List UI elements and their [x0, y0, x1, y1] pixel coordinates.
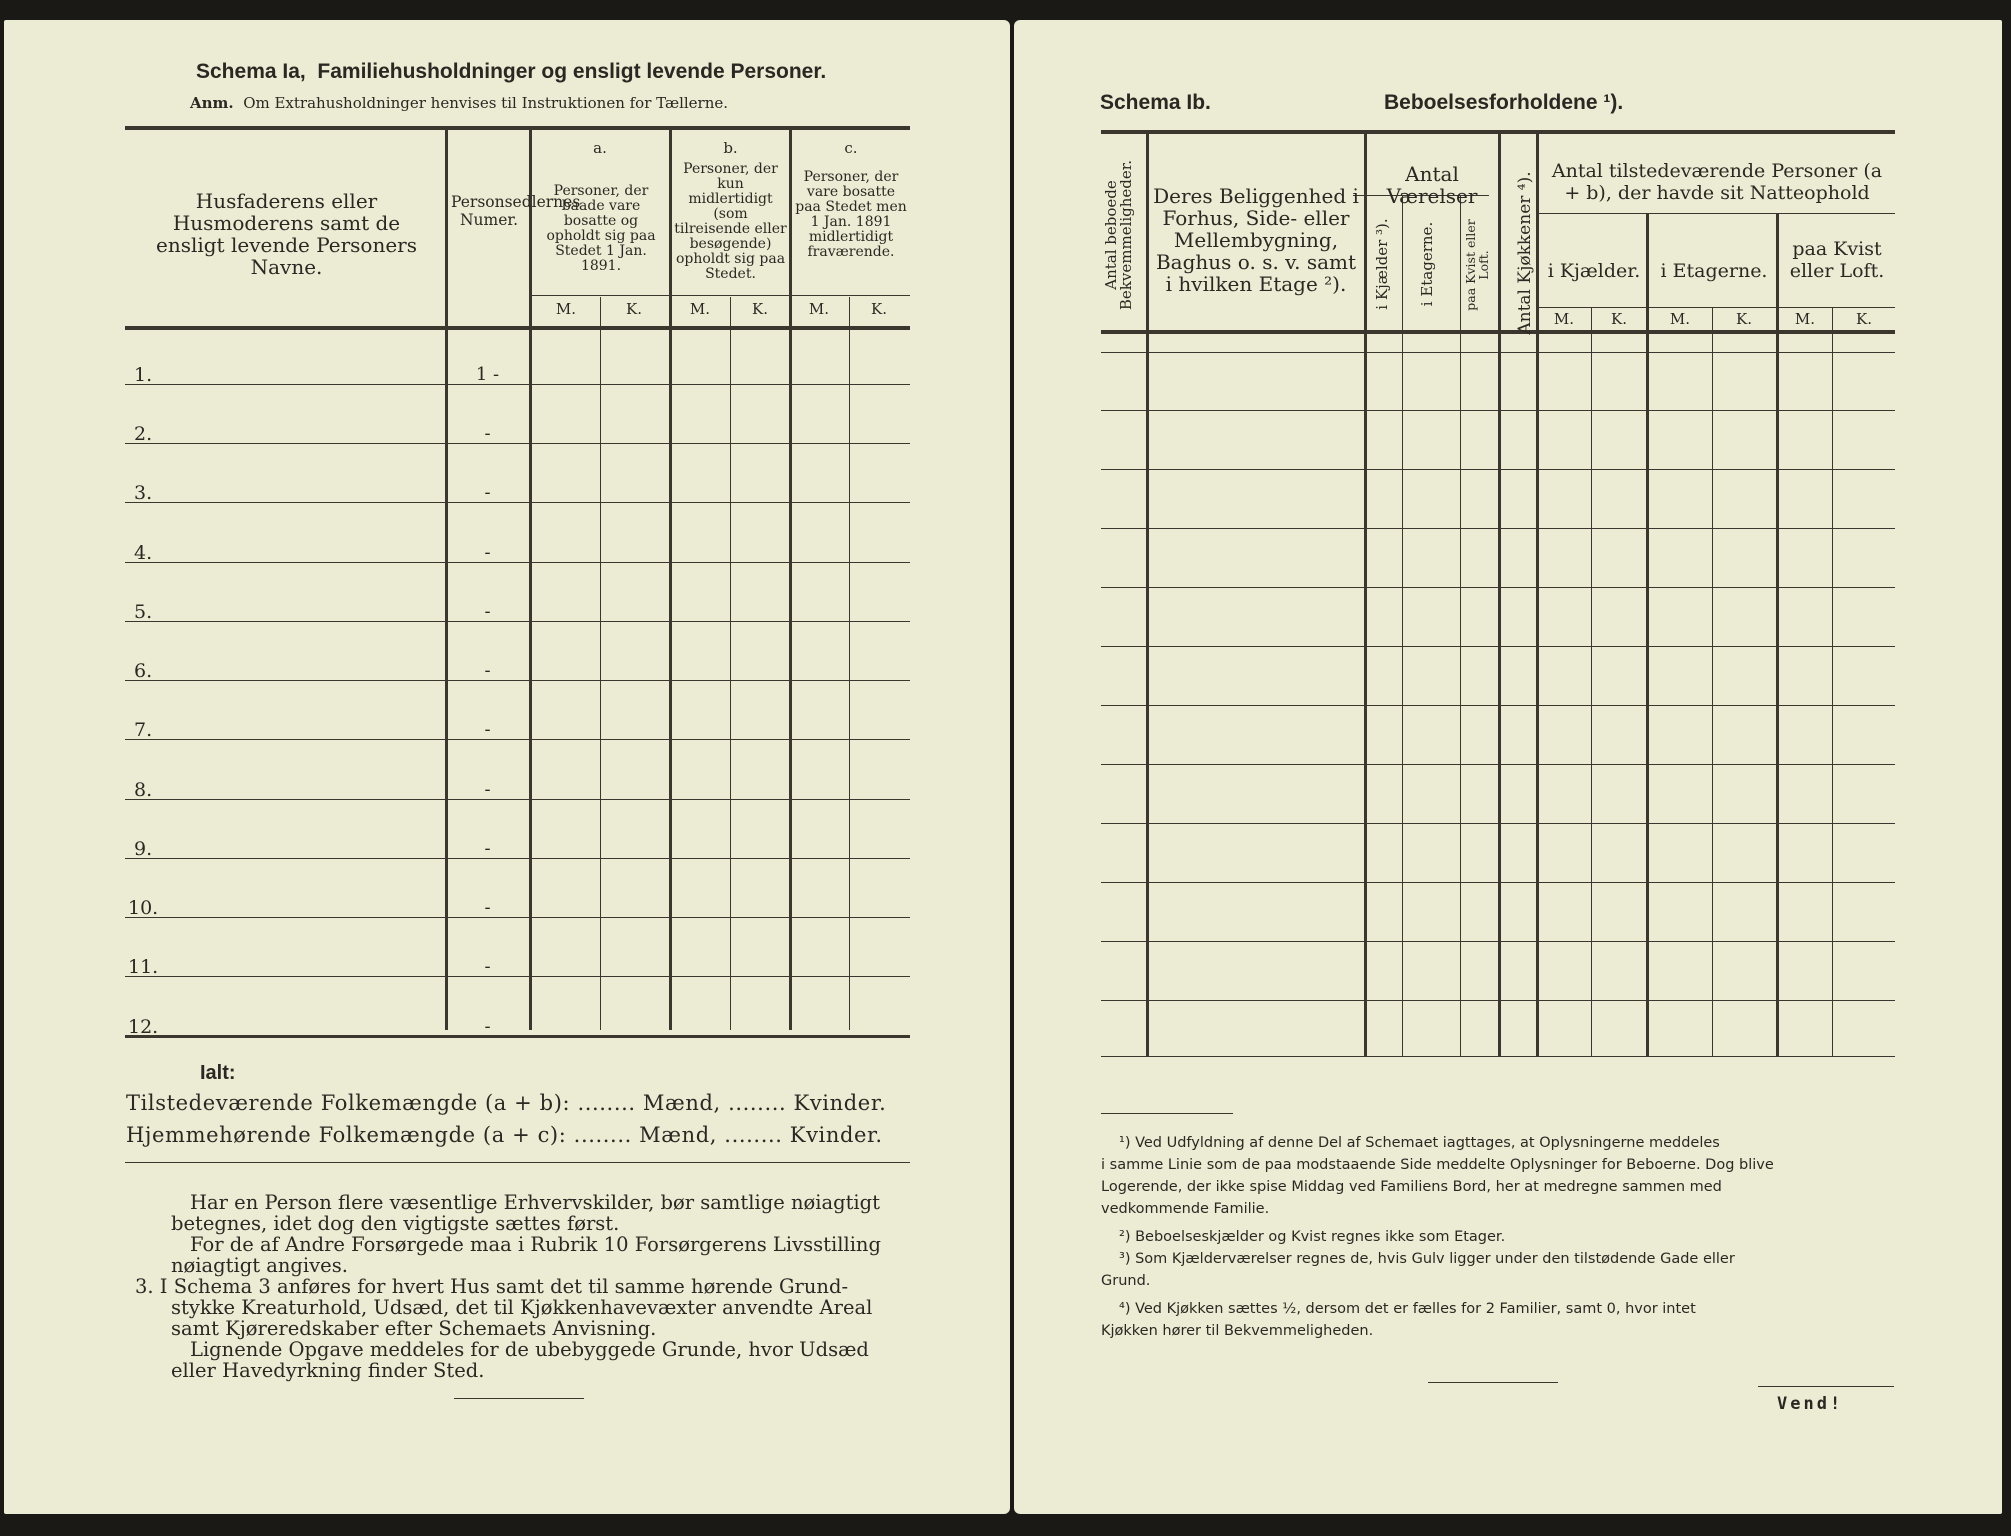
table-row-rule — [125, 502, 910, 503]
table-row-rule — [1101, 705, 1895, 706]
col-a-letter: a. — [593, 139, 607, 157]
note-line: Lignende Opgave meddeles for de ubebyggede Grunde, hvor Udsæd — [190, 1338, 869, 1361]
col-divider-number — [529, 128, 532, 1030]
person-number-mark: - — [484, 838, 491, 859]
col-divider-b — [789, 128, 792, 1030]
schema-1a-title — [196, 60, 826, 84]
person-number-mark: - — [484, 719, 491, 740]
table-bottom-rule — [125, 1035, 910, 1038]
col-divider — [1146, 132, 1149, 1056]
col-kjokkener-header: Antal Kjøkkener ⁴). — [1515, 171, 1535, 335]
personer-rule — [1538, 213, 1895, 214]
note-line: samt Kjøreredskaber efter Schemaets Anvisning. — [171, 1317, 657, 1340]
table-row-rule — [1101, 764, 1895, 765]
col-number-header: Personsedlernes Numer. — [451, 193, 581, 229]
table-row-rule — [1101, 882, 1895, 883]
ialt-label: Ialt: — [200, 1062, 236, 1084]
col-etagerne-header: i Etagerne. — [1418, 221, 1436, 307]
vend-rule — [1758, 1386, 1894, 1387]
personer-kjaelder-k: K. — [1611, 310, 1627, 328]
end-rule — [1428, 1382, 1558, 1383]
row-number: 5. — [134, 601, 153, 623]
vend-label: Vend! — [1777, 1394, 1844, 1414]
sub-kvist-header: paa Kvist eller Loft. — [1789, 238, 1885, 282]
col-vaerelser-header: Antal Værelser — [1386, 162, 1478, 208]
col-a-header: Personer, der baade vare bosatte og opholdt sig paa Stedet 1 Jan. 1891. — [546, 183, 656, 274]
col-c-k: K. — [871, 300, 887, 318]
footnote-line: ¹) Ved Udfyldning af denne Del af Schemaet iagttages, at Oplysningerne meddeles — [1119, 1135, 1720, 1151]
col-b-m: M. — [689, 300, 711, 318]
row-number: 4. — [134, 542, 153, 564]
person-number-mark: - — [484, 1016, 491, 1037]
personer-kvist-m: M. — [1794, 310, 1816, 328]
schema-1b-title: Schema Ib. — [1100, 91, 1211, 114]
table-top-rule — [125, 126, 910, 130]
col-b-letter: b. — [723, 139, 738, 157]
personer-kvist-k: K. — [1856, 310, 1872, 328]
footnote-line: ³) Som Kjælderværelser regnes de, hvis Gulv ligger under den tilstødende Gade eller — [1119, 1251, 1735, 1267]
footnote-rule — [1101, 1113, 1233, 1114]
col-divider — [1460, 195, 1461, 1056]
schema-label: Schema Ia, — [196, 60, 306, 83]
person-number-mark: - — [484, 482, 491, 503]
person-number-mark: - — [484, 956, 491, 977]
left-page — [4, 20, 1010, 1514]
personer-kjaelder-m: M. — [1553, 310, 1575, 328]
footnote-line: ²) Beboelseskjælder og Kvist regnes ikke som Etager. — [1119, 1229, 1506, 1245]
table-row-rule — [1101, 469, 1895, 470]
table-row-rule — [125, 621, 910, 622]
row-number: 3. — [134, 482, 153, 504]
col-divider-names — [445, 128, 448, 1030]
row-number: 2. — [134, 423, 153, 445]
footnote-line: ⁴) Ved Kjøkken sættes ½, dersom det er fælles for 2 Familier, samt 0, hvor intet — [1119, 1301, 1696, 1317]
header-bottom-rule — [125, 326, 910, 330]
col-divider — [1498, 132, 1501, 1056]
note-line: betegnes, idet dog den vigtigste sættes først. — [171, 1212, 620, 1235]
col-c-m: M. — [808, 300, 830, 318]
table-row-rule — [125, 917, 910, 918]
sub-etagerne-header: i Etagerne. — [1660, 260, 1768, 282]
col-personer-header: Antal tilstedeværende Personer (a + b), der havde sit Natteophold — [1551, 160, 1883, 204]
row-number: 7. — [134, 719, 153, 741]
row-number: 10. — [128, 897, 159, 919]
footnote-line: vedkommende Familie. — [1101, 1201, 1270, 1217]
col-kjaelder-header: i Kjælder ³). — [1373, 218, 1391, 310]
schema-title-text: Familiehusholdninger og ensligt levende Personer. — [317, 60, 827, 83]
person-number-mark: - — [484, 601, 491, 622]
footnote-line: i samme Linie som de paa modstaaende Side meddelte Oplysninger for Beboerne. Dog blive — [1101, 1157, 1774, 1173]
note-line: For de af Andre Forsørgede maa i Rubrik 10 Forsørgerens Livsstilling — [190, 1233, 881, 1256]
row-number: 12. — [128, 1016, 159, 1038]
note-line: nøiagtigt angives. — [171, 1254, 348, 1277]
col-antal-bekv-header: Antal beboede Bekvemmeligheder. — [1102, 159, 1135, 311]
person-number-mark: 1 - — [475, 364, 500, 385]
table-row-rule — [125, 443, 910, 444]
col-divider — [1591, 307, 1592, 1056]
row-number: 1. — [134, 364, 153, 386]
hjemme-line: Hjemmehørende Folkemængde (a + c): ........ Mænd, ........ Kvinder. — [126, 1123, 883, 1147]
end-rule — [454, 1398, 584, 1399]
footnote-line: Logerende, der ikke spise Middag ved Familiens Bord, her at medregne sammen med — [1101, 1179, 1722, 1195]
personer-etagerne-m: M. — [1669, 310, 1691, 328]
table-row-rule — [1101, 823, 1895, 824]
right-page — [1014, 20, 2002, 1514]
table-row-rule — [125, 562, 910, 563]
beboelse-title: Beboelsesforholdene ¹). — [1384, 91, 1624, 114]
person-number-mark: - — [484, 423, 491, 444]
row-number: 9. — [134, 838, 153, 860]
table-row-rule — [125, 976, 910, 977]
table-row-rule — [125, 384, 910, 385]
table-bottom-rule — [1101, 1056, 1895, 1057]
col-names-header: Husfaderens eller Husmoderens samt de ensligt levende Personers Navne. — [155, 189, 417, 279]
table-row-rule — [1101, 941, 1895, 942]
personer-etagerne-k: K. — [1736, 310, 1752, 328]
note-line: 3. I Schema 3 anføres for hvert Hus samt det til samme hørende Grund- — [135, 1275, 849, 1298]
table-row-rule — [125, 799, 910, 800]
person-number-mark: - — [484, 542, 491, 563]
table-row-rule — [125, 680, 910, 681]
col-c-letter: c. — [844, 139, 858, 157]
table-row-rule — [1101, 1000, 1895, 1001]
row-number: 6. — [134, 660, 153, 682]
note-line: eller Havedyrkning finder Sted. — [171, 1359, 485, 1382]
col-divider — [1402, 195, 1403, 1056]
anm-text: Om Extrahusholdninger henvises til Instruktionen for Tællerne. — [243, 94, 729, 112]
col-divider — [1832, 307, 1833, 1056]
col-divider-c-mk — [849, 297, 850, 1030]
col-divider-a-mk — [600, 297, 601, 1030]
anm-label: Anm. — [190, 94, 234, 112]
table-row-rule — [1101, 646, 1895, 647]
table-row-rule — [1101, 587, 1895, 588]
note-line: stykke Kreaturhold, Udsæd, det til Kjøkkenhavevæxter anvendte Areal — [171, 1296, 873, 1319]
col-divider-a — [669, 128, 672, 1030]
col-kvist-header: paa Kvist eller Loft. — [1463, 219, 1491, 311]
anm-note — [190, 94, 728, 112]
col-beliggenhed-header: Deres Beliggenhed i Forhus, Side- eller Mellembygning, Baghus o. s. v. samt i hvilken Etage ²). — [1153, 184, 1359, 296]
row-number: 11. — [128, 956, 159, 978]
notes-separator — [125, 1162, 910, 1163]
col-divider — [1646, 213, 1649, 1056]
mk-header-rule — [532, 295, 910, 296]
table-row-rule — [1101, 352, 1895, 353]
col-b-header: Personer, der kun midlertidigt (som tilreisende eller besøgende) opholdt sig paa Stedet. — [674, 161, 787, 282]
person-number-mark: - — [484, 897, 491, 918]
sub-kjaelder-header: i Kjælder. — [1547, 260, 1641, 282]
col-divider — [1776, 213, 1779, 1056]
table-row-rule — [1101, 528, 1895, 529]
col-divider — [1364, 132, 1367, 1056]
col-a-k: K. — [626, 300, 642, 318]
table-row-rule — [1101, 410, 1895, 411]
row-number: 8. — [134, 779, 153, 801]
col-c-header: Personer, der vare bosatte paa Stedet men 1 Jan. 1891 midlertidigt fraværende. — [795, 169, 907, 260]
person-number-mark: - — [484, 779, 491, 800]
col-a-m: M. — [555, 300, 577, 318]
footnote-line: Grund. — [1101, 1273, 1151, 1289]
col-divider — [1712, 307, 1713, 1056]
footnote-line: Kjøkken hører til Bekvemmeligheden. — [1101, 1323, 1374, 1339]
table-row-rule — [125, 739, 910, 740]
table-row-rule — [125, 858, 910, 859]
person-number-mark: - — [484, 660, 491, 681]
note-line: Har en Person flere væsentlige Erhvervskilder, bør samtlige nøiagtigt — [190, 1191, 880, 1214]
tilstede-line: Tilstedeværende Folkemængde (a + b): ........ Mænd, ........ Kvinder. — [126, 1091, 887, 1115]
col-divider-b-mk — [730, 297, 731, 1030]
col-b-k: K. — [752, 300, 768, 318]
